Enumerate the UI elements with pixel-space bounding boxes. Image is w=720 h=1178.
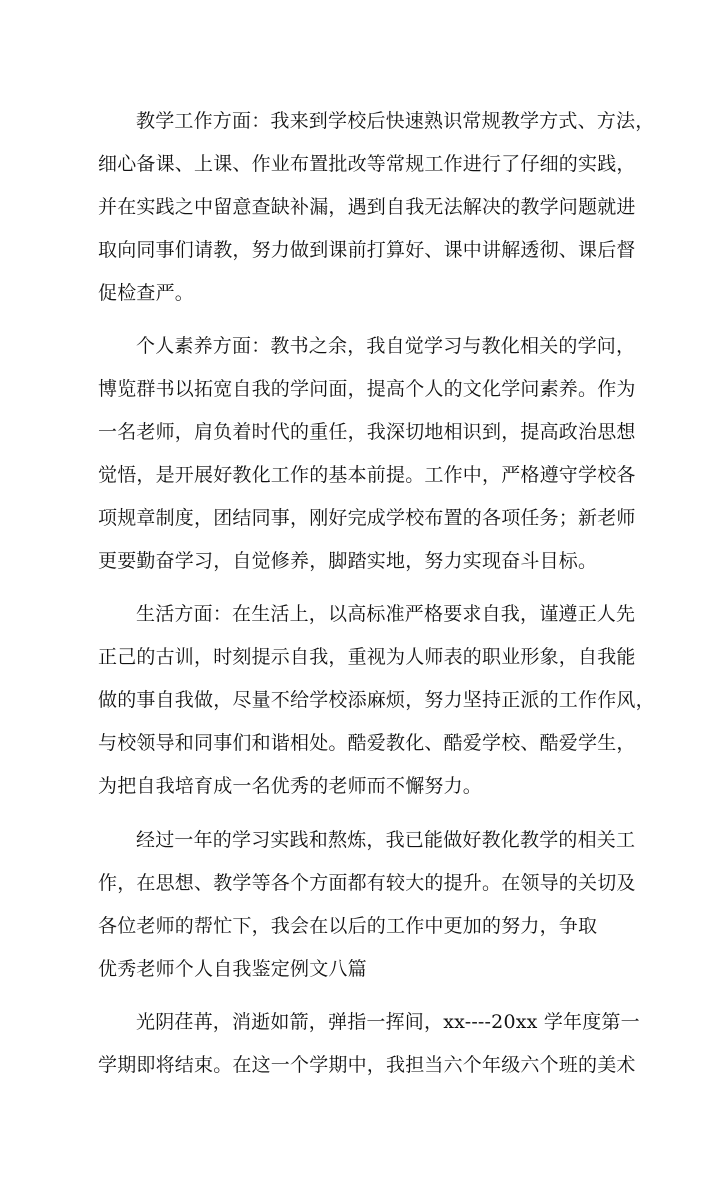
paragraph-line: 光阴荏苒，消逝如箭，弹指一挥间，xx----20xx 学年度第一 [136, 1011, 640, 1033]
paragraph-line: 学期即将结束。在这一个学期中，我担当六个年级六个班的美术 [98, 1054, 636, 1076]
paragraph-line: 教学工作方面：我来到学校后快速熟识常规教学方式、方法， [136, 110, 655, 132]
paragraph-line: 与校领导和同事们和谐相处。酷爱教化、酷爱学校、酷爱学生， [98, 732, 636, 754]
paragraph-line: 取向同事们请教，努力做到课前打算好、课中讲解透彻、课后督 [98, 239, 636, 261]
paragraph-line: 博览群书以拓宽自我的学问面，提高个人的文化学问素养。作为 [98, 378, 636, 400]
paragraph-line: 项规章制度，团结同事，刚好完成学校布置的各项任务；新老师 [98, 507, 636, 529]
paragraph-line: 个人素养方面：教书之余，我自觉学习与教化相关的学问， [136, 335, 636, 357]
paragraph-line: 生活方面：在生活上，以高标准严格要求自我，谨遵正人先 [136, 603, 636, 625]
paragraph-line: 为把自我培育成一名优秀的老师而不懈努力。 [98, 775, 483, 797]
paragraph-line: 作，在思想、教学等各个方面都有较大的提升。在领导的关切及 [98, 872, 636, 894]
paragraph-line: 经过一年的学习实践和熬炼，我已能做好教化教学的相关工 [136, 829, 636, 851]
paragraph-line: 细心备课、上课、作业布置批改等常规工作进行了仔细的实践， [98, 153, 636, 175]
paragraph-line: 各位老师的帮忙下，我会在以后的工作中更加的努力，争取 [98, 915, 598, 937]
paragraph-line: 并在实践之中留意查缺补漏，遇到自我无法解决的教学问题就进 [98, 196, 636, 218]
paragraph-line: 觉悟，是开展好教化工作的基本前提。工作中，严格遵守学校各 [98, 464, 636, 486]
paragraph-line: 促检查严。 [98, 282, 195, 304]
section-title: 优秀老师个人自我鉴定例文八篇 [98, 958, 367, 980]
paragraph-line: 正己的古训，时刻提示自我，重视为人师表的职业形象，自我能 [98, 646, 636, 668]
paragraph-line: 做的事自我做，尽量不给学校添麻烦，努力坚持正派的工作作风， [98, 689, 655, 711]
paragraph-line: 一名老师，肩负着时代的重任，我深切地相识到，提高政治思想 [98, 421, 636, 443]
paragraph-line: 更要勤奋学习，自觉修养，脚踏实地，努力实现奋斗目标。 [98, 550, 598, 572]
